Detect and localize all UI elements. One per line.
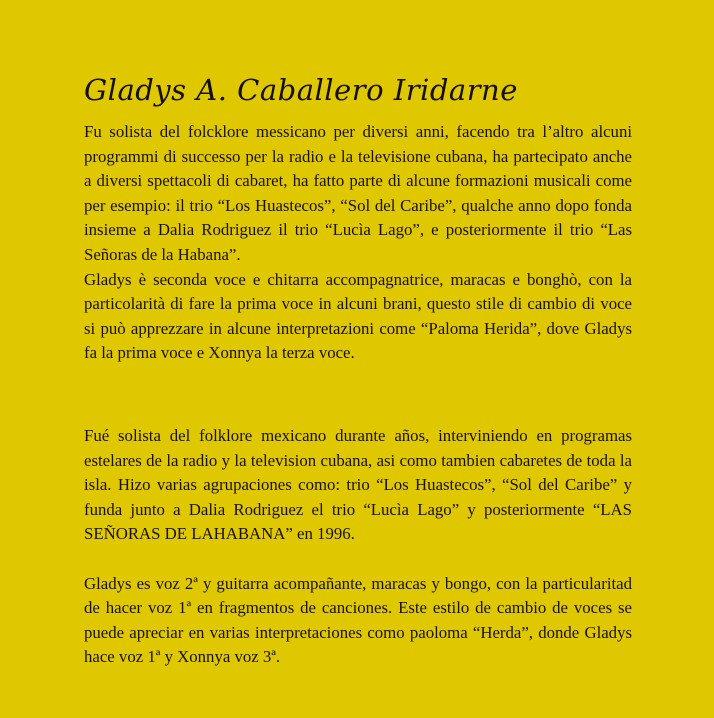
page-title: Gladys A. Caballero Iridarne (84, 73, 518, 107)
paragraph-spacer (84, 547, 632, 572)
spanish-paragraph-2: Gladys es voz 2ª y guitarra acompañante, maracas y bongo, con la particularitad de hacer voz 1ª en fragmentos de canciones. Este estilo de cambio de voces se puede apreciar en varias interpretaciones como paoloma “Herda”, donde Gladys hace voz 1ª y Xonnya voz 3ª. (84, 573, 632, 667)
spanish-paragraph-1: Fué solista del folklore mexicano durante años, interviniendo en programas estelares de la radio y la television cubana, asi como tambien cabaretes de toda la isla. Hizo varias agrupaciones como: trio “Los Huastecos”, “Sol del Caribe” y funda junto a Dalia Rodriguez el trio “Lucìa Lago” y posteriormente “LAS SEÑORAS DE LAHABANA” en 1996. (84, 426, 632, 544)
italian-section (84, 120, 632, 366)
italian-paragraph-1: Fu solista del folcklore messicano per diversi anni, facendo tra l’altro alcuni programmi di successo per la radio e la televisione cubana, ha partecipato anche a diversi spettacoli di cabaret, ha fatto parte di alcune formazioni musicali come per esempio: il trio “Los Huastecos”, “Sol del Caribe”, qualche anno dopo fonda insieme a Dalia Rodriguez il trio “Lucìa Lago”, e posteriormente il trio “Las Señoras de la Habana”. (84, 122, 632, 264)
italian-paragraph-2: Gladys è seconda voce e chitarra accompagnatrice, maracas e bonghò, con la particolarità di fare la prima voce in alcuni brani, questo stile di cambio di voce si può apprezzare in alcune interpretazioni come “Paloma Herida”, dove Gladys fa la prima voce e Xonnya la terza voce. (84, 269, 632, 363)
spanish-section (84, 424, 632, 670)
